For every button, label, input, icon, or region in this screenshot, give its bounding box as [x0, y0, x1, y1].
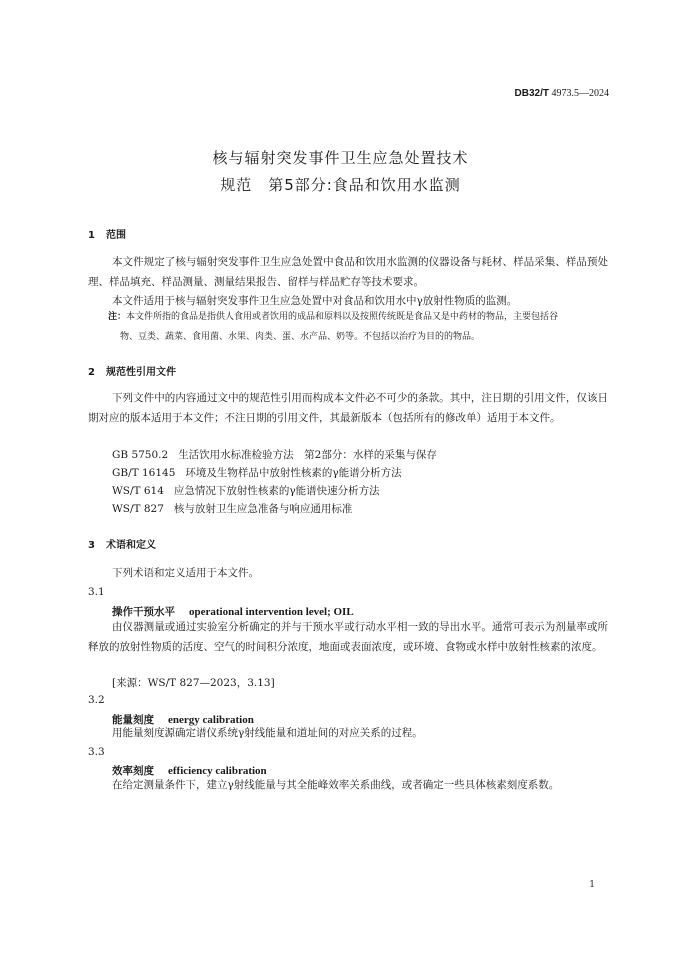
term-definition: 用能量刻度源确定谱仪系统γ射线能量和道址间的对应关系的过程。	[112, 727, 423, 739]
reference-code: GB/T 16145	[112, 467, 176, 479]
section-heading-normative-references	[88, 363, 176, 378]
scope-note	[108, 307, 608, 347]
references-paragraph: 下列文件中的内容通过文中的规范性引用而构成本文件必不可少的条款。其中，注日期的引用文件，仅该日期对应的版本适用于本文件；不注日期的引用文件，其最新版本（包括所有的修改单）适用于本文件。	[88, 392, 608, 424]
document-code-prefix: DB32/T	[514, 88, 549, 99]
section-number: 3	[88, 540, 95, 551]
reference-item	[112, 465, 402, 480]
section-heading-terms	[88, 536, 156, 551]
clause-number: 3.1	[88, 586, 105, 598]
terms-intro: 下列术语和定义适用于本文件。	[112, 567, 259, 579]
section-title: 范围	[106, 230, 126, 241]
scope-paragraph-2: 本文件适用于核与辐射突发事件卫生应急处置中对食品和饮用水中γ放射性物质的监测。	[112, 295, 518, 307]
reference-item	[112, 483, 380, 498]
clause-number: 3.2	[88, 694, 105, 706]
term-source: [来源：WS/T 827—2023，3.13]	[112, 677, 275, 689]
document-code-number: 4973.5—2024	[551, 88, 609, 99]
reference-code: WS/T 614	[112, 485, 164, 497]
document-title-line2: 规范 第5部分:食品和饮用水监测	[220, 176, 461, 194]
section-title: 术语和定义	[106, 540, 156, 551]
reference-title: 应急情况下放射性核素的γ能谱快速分析方法	[173, 485, 380, 497]
section-number: 1	[88, 230, 95, 241]
page-number: 1	[589, 880, 595, 890]
scope-paragraph-1: 本文件规定了核与辐射突发事件卫生应急处置中食品和饮用水监测的仪器设备与耗材、样品采集、样品预处理、样品填充、样品测量、测量结果报告、留样与样品贮存等技术要求。	[88, 256, 608, 288]
section-heading-scope	[88, 226, 126, 241]
reference-title: 核与放射卫生应急准备与响应通用标准	[173, 503, 353, 515]
reference-item	[112, 447, 437, 462]
document-code	[515, 88, 609, 99]
term-chinese: 能量刻度	[112, 714, 154, 726]
term-chinese: 操作干预水平	[112, 606, 175, 618]
reference-code: WS/T 827	[112, 503, 164, 515]
note-line-2: 物、豆类、蔬菜、食用菌、水果、肉类、蛋、水产品、奶等。不包括以治疗为目的的物品。	[120, 332, 481, 342]
section-title: 规范性引用文件	[106, 367, 176, 378]
term-chinese: 效率刻度	[112, 765, 154, 777]
reference-item	[112, 501, 352, 516]
term-definition: 由仪器测量或通过实验室分析确定的并与干预水平或行动水平相一致的导出水平。通常可表示为剂量率或所释放的放射性物质的活度、空气的时间积分浓度，地面或表面浓度，或环境、食物或水样中放射性核素的浓度。	[88, 621, 608, 653]
term-definition: 在给定测量条件下，建立γ射线能量与其全能峰效率关系曲线，或者确定一些具体核素刻度系数。	[112, 779, 560, 791]
clause-number: 3.3	[88, 746, 105, 758]
term-english: efficiency calibration	[168, 765, 267, 777]
note-label: 注：	[108, 312, 127, 322]
reference-title: 生活饮用水标准检验方法 第2部分：水样的采集与保存	[178, 449, 437, 461]
document-title-line1: 核与辐射突发事件卫生应急处置技术	[212, 149, 469, 167]
reference-code: GB 5750.2	[112, 449, 169, 461]
section-number: 2	[88, 367, 95, 378]
note-line-1: 本文件所指的食品是指供人食用或者饮用的成品和原料以及按照传统既是食品又是中药材的物品，主要包括谷	[126, 312, 559, 322]
term-english: operational intervention level; OIL	[189, 606, 354, 618]
term-english: energy calibration	[168, 714, 254, 726]
reference-title: 环境及生物样品中放射性核素的γ能谱分析方法	[185, 467, 402, 479]
